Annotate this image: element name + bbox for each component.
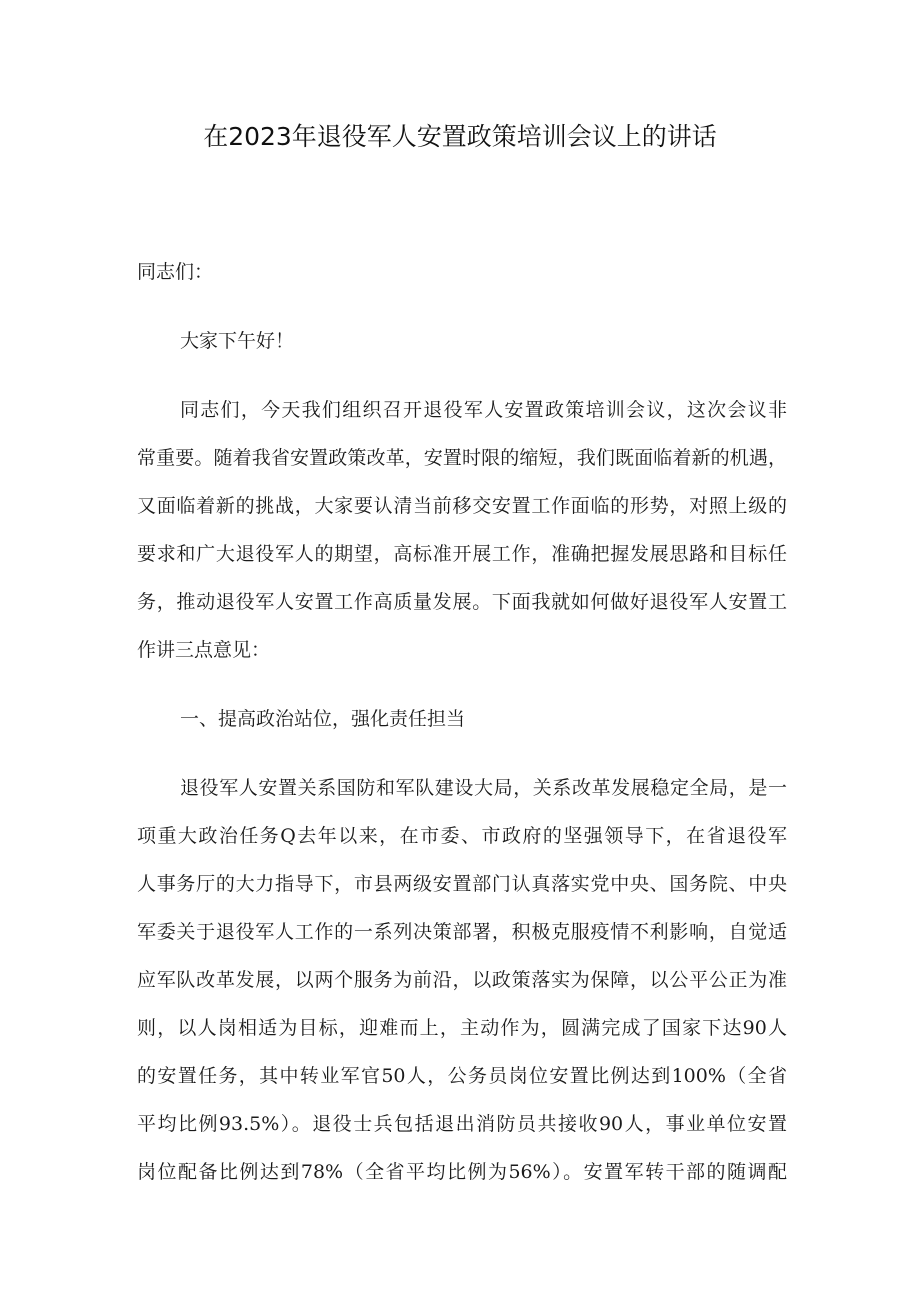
- document-body: [137, 248, 787, 1217]
- paragraph-line: 要求和广大退役军人的期望，高标准开展工作，准确把握发展思路和目标任: [137, 543, 787, 565]
- paragraph-line: 同志们，今天我们组织召开退役军人安置政策培训会议，这次会议非: [180, 399, 787, 421]
- paragraph-line: 作讲三点意见：: [137, 639, 271, 661]
- document-title: 在2023年退役军人安置政策培训会议上的讲话: [203, 122, 717, 151]
- paragraph-line: 常重要。随着我省安置政策改革，安置时限的缩短，我们既面临着新的机遇，: [137, 447, 787, 469]
- section-1-paragraph: [137, 764, 787, 1196]
- paragraph-line: 人事务厅的大力指导下，市县两级安置部门认真落实党中央、国务院、中央: [137, 873, 787, 895]
- paragraph-line: 则，以人岗相适为目标，迎难而上，主动作为，圆满完成了国家下达90人: [137, 1017, 787, 1039]
- paragraph-line: 务，推动退役军人安置工作高质量发展。下面我就如何做好退役军人安置工: [137, 591, 787, 613]
- paragraph-line: 军委关于退役军人工作的一系列决策部署，积极克服疫情不利影响，自觉适: [137, 921, 787, 943]
- paragraph-line: 平均比例93.5%）。退役士兵包括退出消防员共接收90人，事业单位安置: [137, 1113, 787, 1135]
- paragraph-line: 岗位配备比例达到78%（全省平均比例为56%）。安置军转干部的随调配: [137, 1161, 787, 1183]
- paragraph-line: 项重大政治任务Q去年以来，在市委、市政府的坚强领导下，在省退役军: [137, 825, 787, 847]
- section-heading: 一、提高政治站位，强化责任担当: [180, 708, 466, 730]
- salutation-paragraph: [137, 248, 787, 296]
- salutation: 同志们：: [137, 261, 214, 283]
- paragraph-line: 的安置任务，其中转业军官50人，公务员岗位安置比例达到100%（全省: [137, 1065, 787, 1087]
- greeting-paragraph: [137, 317, 787, 365]
- paragraph-line: 退役军人安置关系国防和军队建设大局，关系改革发展稳定全局，是一: [180, 777, 787, 799]
- intro-paragraph: [137, 386, 787, 674]
- paragraph-line: 又面临着新的挑战，大家要认清当前移交安置工作面临的形势，对照上级的: [137, 495, 787, 517]
- section-heading-paragraph: [137, 695, 787, 743]
- paragraph-line: 应军队改革发展，以两个服务为前沿，以政策落实为保障，以公平公正为准: [137, 969, 787, 991]
- greeting: 大家下午好！: [180, 330, 295, 352]
